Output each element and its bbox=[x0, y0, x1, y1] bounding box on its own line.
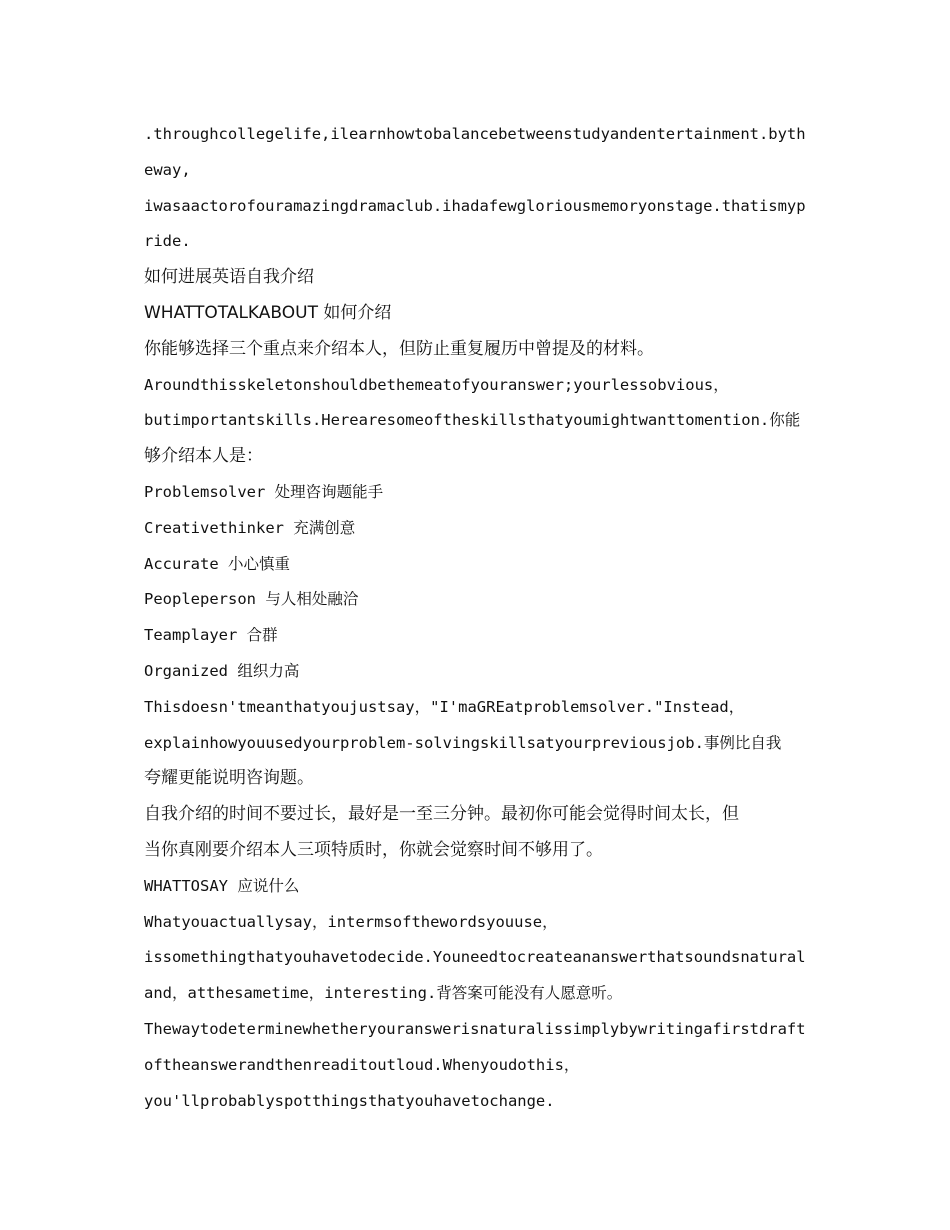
text-line: Whatyouactuallysay，intermsofthewordsyouuse， bbox=[144, 912, 558, 931]
section-heading: WHATTOSAY 应说什么 bbox=[144, 876, 300, 895]
text-line: 自我介绍的时间不要过长，最好是一至三分钟。最初你可能会觉得时间太长，但 bbox=[144, 804, 739, 825]
section-heading: 如何进展英语自我介绍 bbox=[144, 267, 314, 288]
text-line: Thewaytodeterminewhetheryouranswerisnaturalissimplybywritingafirstdraft bbox=[144, 1019, 806, 1038]
text-line: butimportantskills.Herearesomeoftheskillsthatyoumightwanttomention.你能 bbox=[144, 411, 801, 430]
text-line: you'llprobablyspotthingsthatyouhavetochange. bbox=[144, 1091, 555, 1110]
text-line: 夸耀更能说明咨询题。 bbox=[144, 768, 314, 789]
text-line: 你能够选择三个重点来介绍本人，但防止重复履历中曾提及的材料。 bbox=[144, 338, 654, 359]
list-item: Peopleperson 与人相处融洽 bbox=[144, 590, 359, 609]
text-line: Thisdoesn'tmeanthatyoujustsay，"I'maGREatproblemsolver."Instead， bbox=[144, 697, 745, 716]
text-line: oftheanswerandthenreaditoutloud.Whenyoudothis， bbox=[144, 1055, 580, 1074]
list-item: Teamplayer 合群 bbox=[144, 626, 278, 645]
text-line: and，atthesametime，interesting.背答案可能没有人愿意听。 bbox=[144, 984, 623, 1003]
section-heading: WHATTOTALKABOUT 如何介绍 bbox=[144, 302, 392, 323]
list-item: Organized 组织力高 bbox=[144, 661, 300, 680]
text-line: 当你真刚要介绍本人三项特质时，你就会觉察时间不够用了。 bbox=[144, 839, 603, 860]
list-item: Accurate 小心慎重 bbox=[144, 554, 290, 573]
text-line: ride. bbox=[144, 232, 191, 251]
document-body bbox=[144, 117, 806, 1119]
text-line: 够介绍本人是： bbox=[144, 446, 263, 467]
text-line: issomethingthatyouhavetodecide.Youneedtocreateananswerthatsoundsnatural bbox=[144, 948, 806, 967]
text-line: iwasaactorofouramazingdramaclub.ihadafewgloriousmemoryonstage.thatismyp bbox=[144, 196, 806, 215]
list-item: Problemsolver 处理咨询题能手 bbox=[144, 482, 384, 501]
text-line: explainhowyouusedyourproblem-solvingskillsatyourpreviousjob.事例比自我 bbox=[144, 733, 782, 752]
text-line: .throughcollegelife,ilearnhowtobalancebetweenstudyandentertainment.byth bbox=[144, 125, 806, 143]
list-item: Creativethinker 充满创意 bbox=[144, 518, 356, 537]
text-line: eway, bbox=[144, 160, 191, 179]
text-line: Aroundthisskeletonshouldbethemeatofyouranswer;yourlessobvious， bbox=[144, 375, 729, 394]
